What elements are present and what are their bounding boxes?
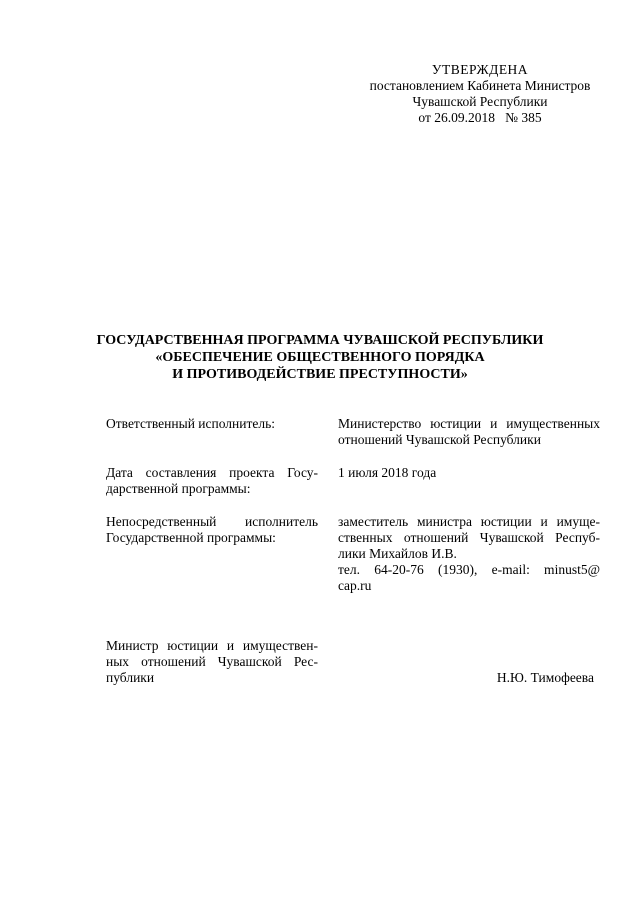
program-title (40, 332, 600, 383)
approval-block (330, 62, 630, 126)
signer-position (106, 638, 318, 686)
label-line: Ответственный исполнитель: (106, 416, 276, 431)
approval-heading: УТВЕРЖДЕНА (431, 62, 529, 77)
position-line: ных отношений Чувашской Рес- (106, 654, 318, 669)
value-line: отношений Чувашской Республики (338, 432, 541, 447)
responsible-value (338, 416, 600, 448)
value-line: лики Михайлов И.В. (338, 546, 457, 561)
title-line: И ПРОТИВОДЕЙСТВИЕ ПРЕСТУПНОСТИ» (172, 367, 468, 382)
contact-line: тел. 64-20-76 (1930), e-mail: minust5@ (338, 562, 600, 577)
value-line: Министерство юстиции и имущественных (338, 416, 600, 431)
label-line: Непосредственный исполнитель (106, 514, 318, 529)
approval-date-number: от 26.09.2018 № 385 (418, 110, 542, 125)
signer-name: Н.Ю. Тимофеева (496, 670, 594, 685)
title-line: ГОСУДАРСТВЕННАЯ ПРОГРАММА ЧУВАШСКОЙ РЕСПУБЛИКИ (96, 333, 544, 348)
contact-line: cap.ru (338, 578, 372, 593)
label-line: Дата составления проекта Госу- (106, 465, 318, 480)
value-line: 1 июля 2018 года (338, 465, 437, 480)
responsible-label (106, 416, 318, 432)
position-line: публики (106, 670, 155, 685)
title-line: «ОБЕСПЕЧЕНИЕ ОБЩЕСТВЕННОГО ПОРЯДКА (155, 350, 485, 365)
value-line: заместитель министра юстиции и имуще- (338, 514, 600, 529)
direct-executor-label (106, 514, 318, 546)
date-compiled-value (338, 465, 600, 481)
position-line: Министр юстиции и имуществен- (106, 638, 318, 653)
label-line: дарственной программы: (106, 481, 251, 496)
approval-line: постановлением Кабинета Министров (369, 78, 591, 93)
label-line: Государственной программы: (106, 530, 276, 545)
direct-executor-value (338, 514, 600, 594)
approval-line: Чувашской Республики (412, 94, 548, 109)
date-compiled-label (106, 465, 318, 497)
value-line: ственных отношений Чувашской Респуб- (338, 530, 600, 545)
